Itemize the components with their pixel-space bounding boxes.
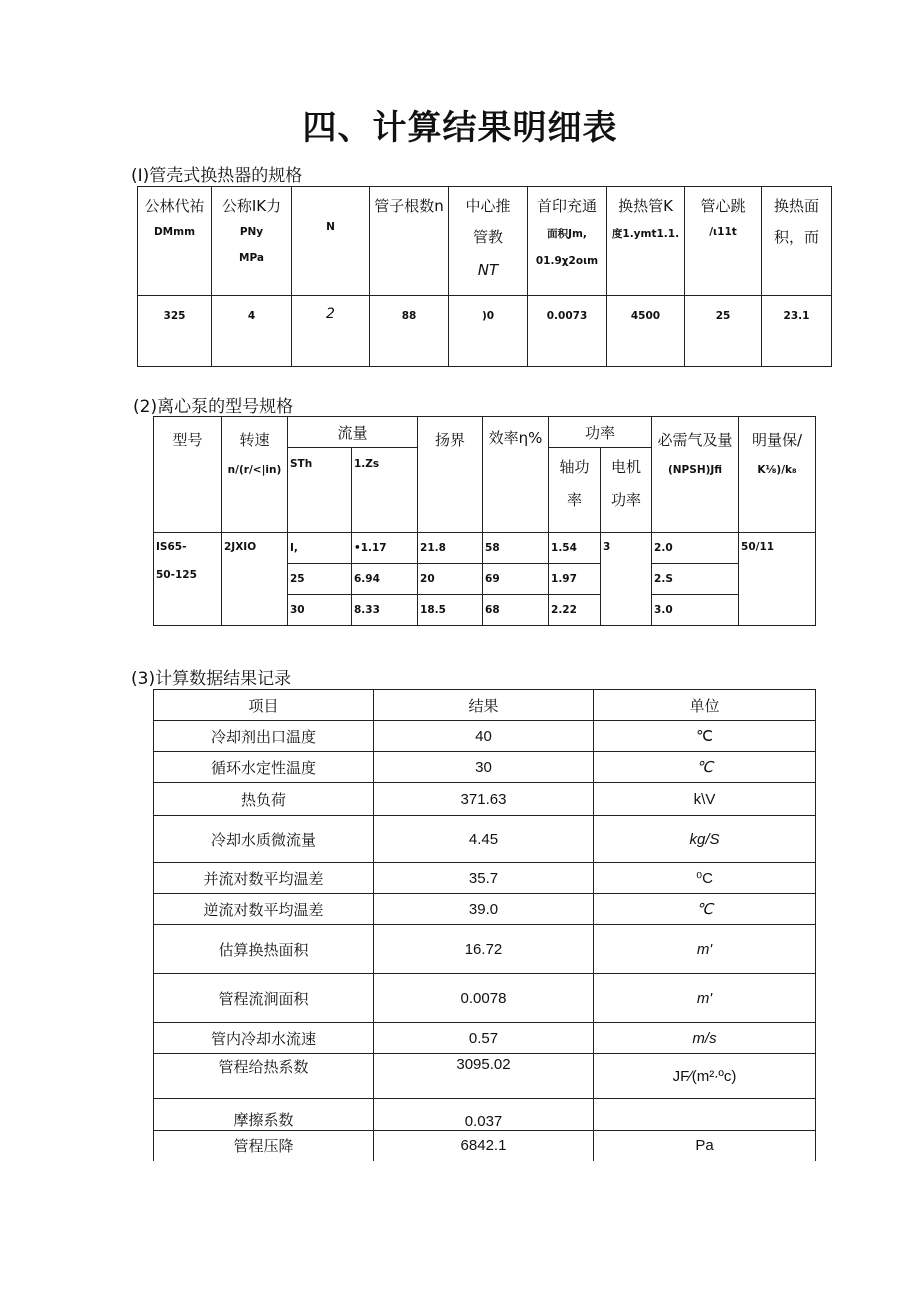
- section-heading-results: (3)计算数据结果记录: [131, 669, 292, 689]
- table-cell: 16.72: [374, 925, 594, 974]
- header-cell: N: [292, 187, 370, 296]
- table-cell: 0.0078: [374, 974, 594, 1023]
- table-cell: kg/S: [594, 816, 816, 863]
- table-cell: 23.1: [762, 296, 832, 367]
- table-cell: m/s: [594, 1023, 816, 1054]
- header-cell: 电机 功率: [601, 448, 652, 533]
- table-cell: [594, 1099, 816, 1131]
- table-row: [154, 1131, 816, 1161]
- table-row: [154, 863, 816, 894]
- header-cell: 轴功 率: [549, 448, 601, 533]
- table-cell: 3: [601, 533, 652, 626]
- header-cell: STh: [288, 448, 352, 533]
- table-cell: 88: [370, 296, 449, 367]
- table-cell: 8.33: [352, 595, 418, 626]
- table-cell: 39.0: [374, 894, 594, 925]
- table-cell: 35.7: [374, 863, 594, 894]
- table-cell: )0: [449, 296, 528, 367]
- table-cell: 21.8: [418, 533, 483, 564]
- table-cell: 3095.02: [374, 1054, 594, 1099]
- table-cell: 20: [418, 564, 483, 595]
- table-row: [154, 816, 816, 863]
- page-title: 四、计算结果明细表: [302, 108, 618, 148]
- header-cell: 换热面 积，而: [762, 187, 832, 296]
- header-cell: 功率: [549, 417, 652, 448]
- header-cell: 转速 n/(r/<|in): [222, 417, 288, 533]
- table-cell: 2.22: [549, 595, 601, 626]
- header-cell: 结果: [374, 690, 594, 721]
- table-cell: JF∕(m²∙ºc): [594, 1054, 816, 1099]
- table-cell: 4500: [607, 296, 685, 367]
- table-cell: 3.0: [652, 595, 739, 626]
- header-cell: 效率η%: [483, 417, 549, 533]
- table-cell: 371.63: [374, 783, 594, 816]
- table-cell: I,: [288, 533, 352, 564]
- table-row: [154, 721, 816, 752]
- table-cell: 4.45: [374, 816, 594, 863]
- table-cell: 摩擦系数: [154, 1099, 374, 1131]
- table-cell: 25: [685, 296, 762, 367]
- table-cell: m': [594, 925, 816, 974]
- header-cell: 单位: [594, 690, 816, 721]
- table-cell: 4: [212, 296, 292, 367]
- table-cell: 6842.1: [374, 1131, 594, 1161]
- header-cell: 管子根数n: [370, 187, 449, 296]
- table-cell: 管程压降: [154, 1131, 374, 1161]
- table-row: [154, 1054, 816, 1099]
- table-cell: 管程流涧面积: [154, 974, 374, 1023]
- header-cell: 必需气及量 (NPSH)Jfi: [652, 417, 739, 533]
- header-cell: 项目: [154, 690, 374, 721]
- table-row: [154, 925, 816, 974]
- table-cell: k\V: [594, 783, 816, 816]
- table-row: [154, 752, 816, 783]
- table-cell: 2.S: [652, 564, 739, 595]
- table-cell: •1.17: [352, 533, 418, 564]
- table-cell: 25: [288, 564, 352, 595]
- table-cell: 40: [374, 721, 594, 752]
- table-cell: 2: [292, 296, 370, 367]
- table-header-row: [138, 187, 832, 296]
- table-cell: 69: [483, 564, 549, 595]
- table-cell: m': [594, 974, 816, 1023]
- table-cell: 58: [483, 533, 549, 564]
- table-cell: 0.0073: [528, 296, 607, 367]
- header-cell: 公称IK力 PNy MPa: [212, 187, 292, 296]
- table-row: [154, 1023, 816, 1054]
- table-row: [138, 296, 832, 367]
- header-model: 型号: [172, 431, 203, 449]
- table-cell: 18.5: [418, 595, 483, 626]
- table-cell: 30: [374, 752, 594, 783]
- table-cell: 估算换热面积: [154, 925, 374, 974]
- table-header-row: [154, 690, 816, 721]
- header-cell: 流量: [288, 417, 418, 448]
- header-cell: 中心推 管教 NT: [449, 187, 528, 296]
- table-cell: IS65- 50-125: [154, 533, 222, 626]
- pump-spec-table: [153, 416, 816, 626]
- table-row: [154, 1099, 816, 1131]
- table-cell: 325: [138, 296, 212, 367]
- table-cell: 0.037: [374, 1099, 594, 1131]
- results-table: [153, 689, 816, 1161]
- header-cell: 扬界: [418, 417, 483, 533]
- header-cell: 公林代祐 DMmm: [138, 187, 212, 296]
- table-row: [154, 894, 816, 925]
- header-cell: 换热管K 度1.ymt1.1.: [607, 187, 685, 296]
- table-cell: 30: [288, 595, 352, 626]
- table-cell: 管内冷却水流速: [154, 1023, 374, 1054]
- table-cell: 68: [483, 595, 549, 626]
- table-cell: 管程给热系数: [154, 1054, 374, 1099]
- heat-exchanger-spec-table: [137, 186, 832, 367]
- header-cell: 明量保/ K⅛)/k₈: [739, 417, 816, 533]
- table-row: [154, 783, 816, 816]
- table-cell: 6.94: [352, 564, 418, 595]
- table-cell: 50/11: [739, 533, 816, 626]
- table-cell: 2JXIO: [222, 533, 288, 626]
- table-cell: ℃: [594, 894, 816, 925]
- table-cell: ℃: [594, 752, 816, 783]
- table-cell: Pa: [594, 1131, 816, 1161]
- table-cell: ℃: [594, 721, 816, 752]
- table-cell: ⁰C: [594, 863, 816, 894]
- table-cell: 热负荷: [154, 783, 374, 816]
- header-cell: 管心跳 /ι11t: [685, 187, 762, 296]
- table-row: [154, 974, 816, 1023]
- table-cell: 冷却剂出口温度: [154, 721, 374, 752]
- table-cell: 冷却水质微流量: [154, 816, 374, 863]
- table-cell: 并流对数平均温差: [154, 863, 374, 894]
- section-heading-pump: (2)离心泵的型号规格: [133, 397, 294, 417]
- table-cell: 循环水定性温度: [154, 752, 374, 783]
- header-cell: 1.Zs: [352, 448, 418, 533]
- table-cell: 1.54: [549, 533, 601, 564]
- section-heading-heat-exchanger: (I)管壳式换热器的规格: [131, 166, 303, 186]
- header-cell: [154, 417, 222, 533]
- header-cell: 首印充通 面积Jm, 01.9χ2oιm: [528, 187, 607, 296]
- table-cell: 2.0: [652, 533, 739, 564]
- table-cell: 1.97: [549, 564, 601, 595]
- table-row: [154, 533, 816, 564]
- table-cell: 0.57: [374, 1023, 594, 1054]
- table-cell: 逆流对数平均温差: [154, 894, 374, 925]
